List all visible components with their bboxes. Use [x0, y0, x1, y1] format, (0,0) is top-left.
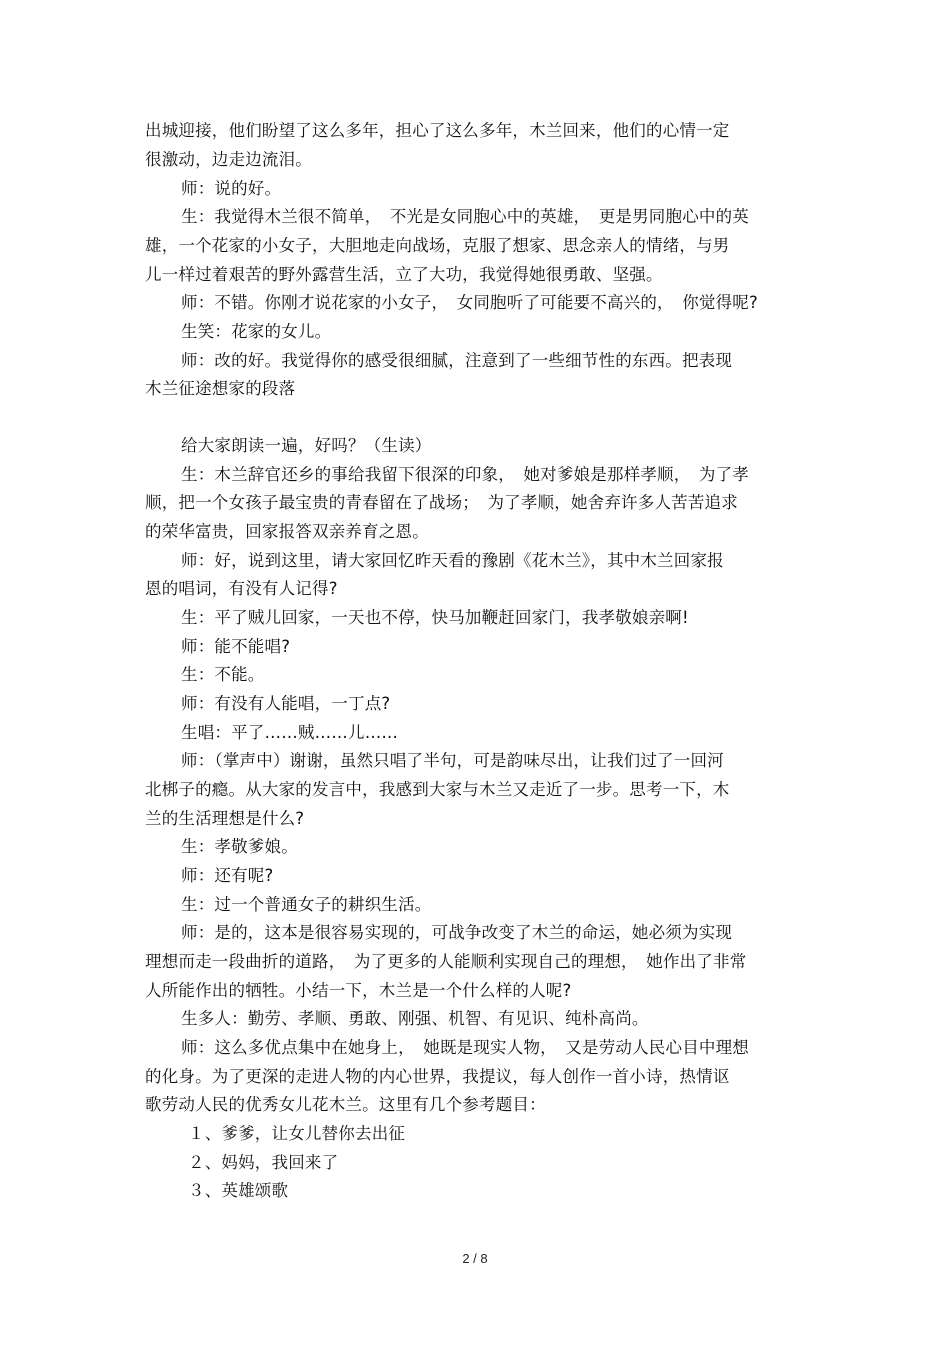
topic-item: ２、妈妈，我回来了 — [188, 1153, 339, 1172]
text-line: 出城迎接，他们盼望了这么多年，担心了这么多年，木兰回来，他们的心情一定 — [145, 121, 730, 140]
text-line: 的荣华富贵，回家报答双亲养育之恩。 — [145, 522, 429, 541]
text-line: 生：我觉得木兰很不简单， 不光是女同胞心中的英雄， 更是男同胞心中的英 — [181, 207, 749, 226]
page-number: 2 / 8 — [462, 1251, 488, 1266]
text-line: 生多人：勤劳、孝顺、勇敢、刚强、机智、有见识、纯朴高尚。 — [181, 1009, 649, 1028]
topic-item: ３、英雄颂歌 — [188, 1181, 289, 1200]
text-line: 歌劳动人民的优秀女儿花木兰。这里有几个参考题目： — [145, 1095, 546, 1114]
text-line: 生：不能。 — [181, 665, 265, 684]
text-line: 兰的生活理想是什么? — [145, 809, 305, 828]
text-line: 师：不错。你刚才说花家的小女子， 女同胞听了可能要不高兴的， 你觉得呢? — [181, 293, 758, 312]
text-line: 师：改的好。我觉得你的感受很细腻，注意到了一些细节性的东西。把表现 — [181, 351, 733, 370]
text-line: 人所能作出的牺牲。小结一下，木兰是一个什么样的人呢? — [145, 981, 572, 1000]
text-line: 师：这么多优点集中在她身上， 她既是现实人物， 又是劳动人民心目中理想 — [181, 1038, 749, 1057]
text-line: 给大家朗读一遍，好吗？（生读） — [181, 436, 432, 455]
text-line: 师：好，说到这里，请大家回忆昨天看的豫剧《花木兰》，其中木兰回家报 — [181, 551, 724, 570]
text-line: 的化身。为了更深的走进人物的内心世界，我提议，每人创作一首小诗，热情讴 — [145, 1067, 730, 1086]
text-line: 顺，把一个女孩子最宝贵的青春留在了战场； 为了孝顺，她舍弃许多人苦苦追求 — [145, 493, 738, 512]
text-line: 师：有没有人能唱，一丁点? — [181, 694, 391, 713]
text-line: 师：能不能唱? — [181, 637, 291, 656]
text-line: 生：孝敬爹娘。 — [181, 837, 298, 856]
text-line: 儿一样过着艰苦的野外露营生活，立了大功，我觉得她很勇敢、坚强。 — [145, 265, 663, 284]
text-line: 师：是的，这本是很容易实现的，可战争改变了木兰的命运，她必须为实现 — [181, 923, 733, 942]
text-line: 很激动，边走边流泪。 — [145, 150, 312, 169]
text-line: 北梆子的瘾。从大家的发言中，我感到大家与木兰又走近了一步。思考一下，木 — [145, 780, 730, 799]
topic-item: １、爹爹，让女儿替你去出征 — [188, 1124, 406, 1143]
text-line: 师：还有呢? — [181, 866, 274, 885]
text-line: 恩的唱词，有没有人记得? — [145, 579, 338, 598]
text-line: 师：（掌声中）谢谢，虽然只唱了半句，可是韵味尽出，让我们过了一回河 — [181, 751, 724, 770]
text-line: 生：木兰辞官还乡的事给我留下很深的印象， 她对爹娘是那样孝顺， 为了孝 — [181, 465, 749, 484]
text-line: 木兰征途想家的段落 — [145, 379, 296, 398]
text-line: 师：说的好。 — [181, 179, 282, 198]
text-line: 生唱：平了……贼……儿…… — [181, 723, 399, 742]
text-line: 生：过一个普通女子的耕织生活。 — [181, 895, 432, 914]
text-line: 雄，一个花家的小女子，大胆地走向战场，克服了想家、思念亲人的情绪，与男 — [145, 236, 730, 255]
text-line: 理想而走一段曲折的道路， 为了更多的人能顺利实现自己的理想， 她作出了非常 — [145, 952, 747, 971]
text-line: 生笑：花家的女儿。 — [181, 322, 332, 341]
text-line: 生：平了贼儿回家，一天也不停，快马加鞭赶回家门，我孝敬娘亲啊! — [181, 608, 689, 627]
